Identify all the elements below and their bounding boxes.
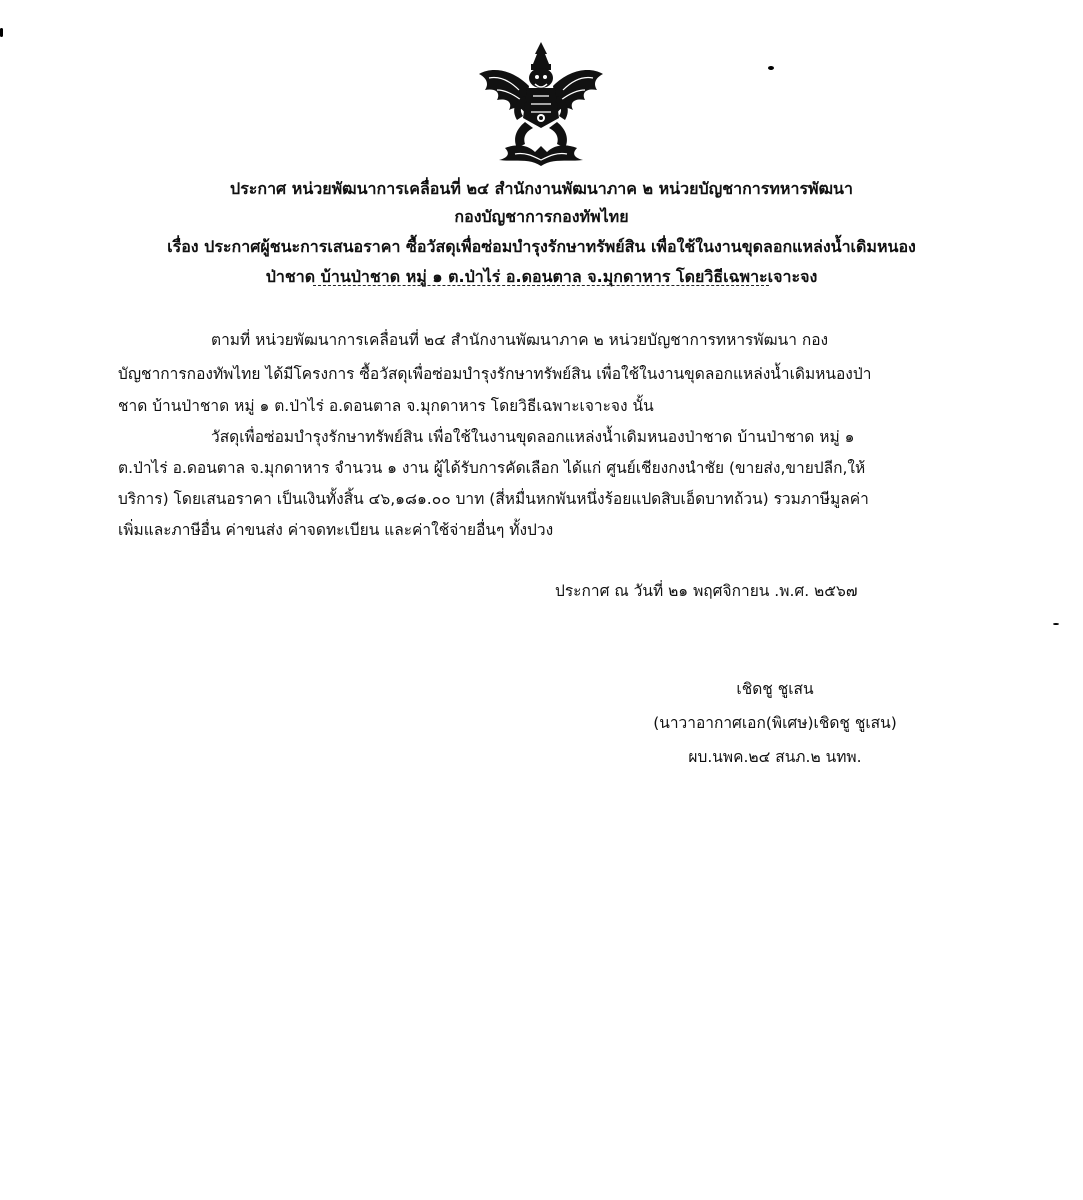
signatory-position: ผบ.นพค.๒๔ สนภ.๒ นทพ. [688,748,862,766]
announcement-date: ประกาศ ณ วันที่ ๒๑ พฤศจิกายน .พ.ศ. ๒๕๖๗ [555,582,858,600]
paragraph-2-line-4: เพิ่มและภาษีอื่น ค่าขนส่ง ค่าจดทะเบียน และค่าใช้จ่ายอื่นๆ ทั้งปวง [118,521,554,539]
scan-speck [1053,623,1059,625]
scan-speck [768,66,774,70]
paragraph-1-line-3: ชาด บ้านป่าชาด หมู่ ๑ ต.ป่าไร่ อ.ดอนตาล จ.มุกดาหาร โดยวิธีเฉพาะเจาะจง นั้น [118,397,654,415]
paragraph-1-line-1: ตามที่ หน่วยพัฒนาการเคลื่อนที่ ๒๔ สำนักงานพัฒนาภาค ๒ หน่วยบัญชาการทหารพัฒนา กอง [211,331,829,349]
subject-line-2: ป่าชาด บ้านป่าชาด หมู่ ๑ ต.ป่าไร่ อ.ดอนตาล จ.มุกดาหาร โดยวิธีเฉพาะเจาะจง [265,267,818,286]
garuda-emblem-icon [475,40,607,168]
paragraph-1-line-2: บัญชาการกองทัพไทย ได้มีโครงการ ซื้อวัสดุเพื่อซ่อมบำรุงรักษาทรัพย์สิน เพื่อใช้ในงานขุดลอกแหล่งน้ำเดิมหนองป่า [118,365,872,383]
paragraph-2-line-1: วัสดุเพื่อซ่อมบำรุงรักษาทรัพย์สิน เพื่อใช้ในงานขุดลอกแหล่งน้ำเดิมหนองป่าชาด บ้านป่าชาด หมู่ ๑ [211,428,855,446]
paragraph-2-line-3: บริการ) โดยเสนอราคา เป็นเงินทั้งสิ้น ๔๖,๑๘๑.๐๐ บาท (สี่หมื่นหกพันหนึ่งร้อยแปดสิบเอ็ดบาทถ้วน) รวมภาษีมูลค่า [118,490,869,508]
signature-name: เชิดชู ชูเสน [736,680,814,698]
paragraph-2-line-2: ต.ป่าไร่ อ.ดอนตาล จ.มุกดาหาร จำนวน ๑ งาน ผู้ได้รับการคัดเลือก ได้แก่ ศูนย์เชียงกงนำชัย (ขายส่ง,ขายปลีก,ให้ [118,459,866,477]
dashed-divider [313,285,769,286]
title-line-2: กองบัญชาการกองทัพไทย [454,207,629,226]
subject-line-1: เรื่อง ประกาศผู้ชนะการเสนอราคา ซื้อวัสดุเพื่อซ่อมบำรุงรักษาทรัพย์สิน เพื่อใช้ในงานขุดลอกแหล่งน้ำเดิมหนอง [167,237,916,256]
signatory-full-name: (นาวาอากาศเอก(พิเศษ)เชิดชู ชูเสน) [653,714,897,732]
title-line-1: ประกาศ หน่วยพัฒนาการเคลื่อนที่ ๒๔ สำนักงานพัฒนาภาค ๒ หน่วยบัญชาการทหารพัฒนา [230,179,853,198]
scan-speck [0,28,3,37]
